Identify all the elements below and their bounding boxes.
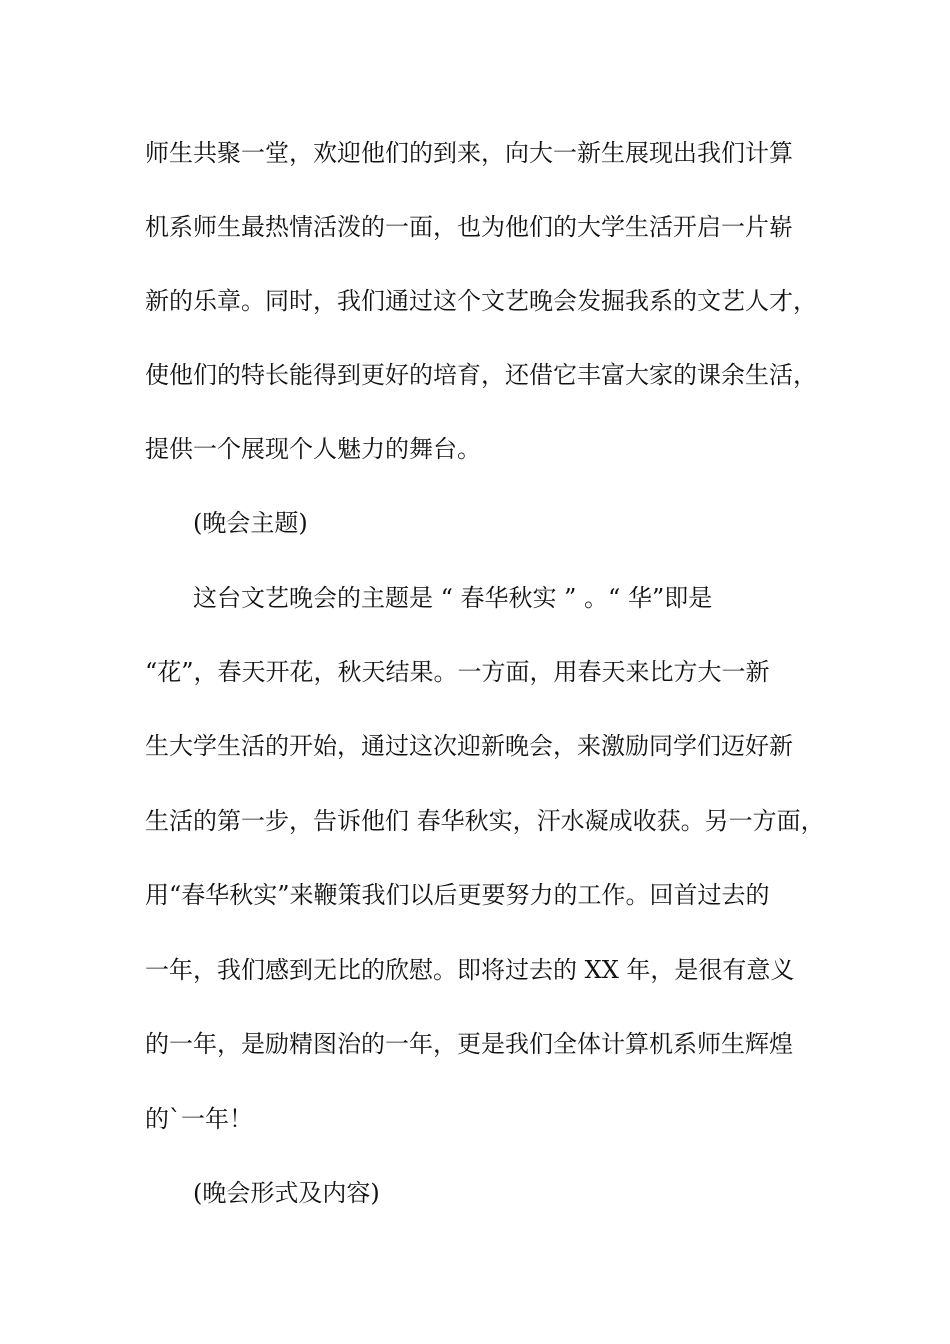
- body-text-line: 一年，我们感到无比的欣慰。即将过去的 XX 年，是很有意义: [145, 956, 795, 984]
- body-text-line: 机系师生最热情活泼的一面，也为他们的大学生活开启一片崭: [145, 213, 793, 241]
- section-heading: (晚会形式及内容): [193, 1179, 380, 1207]
- body-text-line: 提供一个展现个人魅力的舞台。: [145, 435, 481, 463]
- body-text-line: 用“春华秋实”来鞭策我们以后更要努力的工作。回首过去的: [145, 881, 770, 909]
- body-text-line: 这台文艺晚会的主题是 “ 春华秋实 ” 。“ 华”即是: [193, 584, 713, 612]
- body-text-line: 生活的第一步，告诉他们 春华秋实，汗水凝成收获。另一方面，: [145, 807, 825, 835]
- body-text-line: 生大学生活的开始，通过这次迎新晚会，来激励同学们迈好新: [145, 732, 793, 760]
- body-text-line: “花”，春天开花，秋天结果。一方面，用春天来比方大一新: [145, 658, 770, 686]
- section-heading: (晚会主题): [193, 509, 308, 537]
- body-text-line: 的`一年！: [145, 1105, 253, 1133]
- body-text-line: 使他们的特长能得到更好的培育，还借它丰富大家的课余生活，: [145, 361, 817, 389]
- body-text-line: 新的乐章。同时，我们通过这个文艺晚会发掘我系的文艺人才，: [145, 287, 817, 315]
- body-text-line: 的一年，是励精图治的一年，更是我们全体计算机系师生辉煌: [145, 1030, 793, 1058]
- body-text-line: 师生共聚一堂，欢迎他们的到来，向大一新生展现出我们计算: [145, 139, 793, 167]
